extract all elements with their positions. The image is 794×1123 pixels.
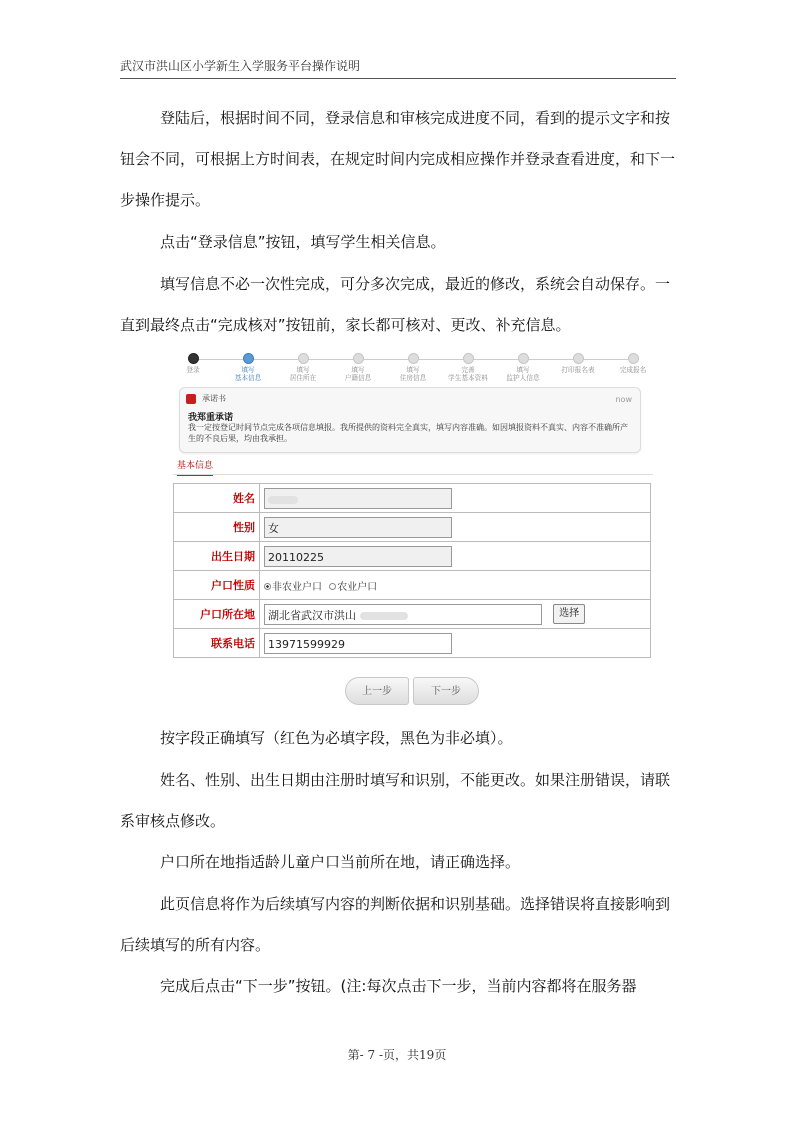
embedded-screenshot (173, 347, 653, 715)
step-sublabel: 居住所在 (289, 374, 317, 382)
page-header: 武汉市洪山区小学新生入学服务平台操作说明 (120, 57, 676, 79)
paragraph: 按字段正确填写（红色为必填字段，黑色为非必填）。 (160, 729, 513, 747)
notice-heading: 我郑重承诺 (188, 413, 234, 423)
hukou-place-value: 湖北省武汉市洪山 (268, 608, 356, 622)
redacted-mark (268, 496, 298, 504)
notice-body: 我一定按登记时间节点完成各项信息填报。我所提供的资料完全真实，填写内容准确。如因填报资料不真实、内容不准确所产生的不良后果，均由我承担。 (188, 423, 628, 443)
birth-label: 出生日期 (174, 542, 260, 571)
select-button[interactable]: 选择 (553, 604, 585, 624)
step-label: 填写 (406, 366, 420, 374)
gender-field: 女 (264, 517, 452, 538)
name-field (264, 488, 452, 509)
step-label: 完成报名 (619, 366, 647, 374)
pledge-notice (179, 387, 641, 453)
next-step-button[interactable]: 下一步 (413, 677, 479, 705)
prev-step-button[interactable]: 上一步 (345, 677, 409, 705)
notice-title: 承诺书 (202, 394, 226, 403)
step-dot-icon (573, 353, 584, 364)
radio-nonagri[interactable] (264, 583, 271, 590)
paragraph: 姓名、性别、出生日期由注册时填写和识别，不能更改。如果注册错误，请联系审核点修改。 (120, 771, 671, 830)
step-dot-icon (628, 353, 639, 364)
step-sublabel: 住房信息 (399, 374, 427, 382)
step-label: 完善 (461, 366, 475, 374)
progress-step (330, 353, 386, 382)
step-label: 登录 (186, 366, 200, 374)
progress-step (165, 353, 221, 374)
paragraph: 完成后点击“下一步”按钮。(注:每次点击下一步，当前内容都将在服务器 (160, 977, 637, 995)
radio-nonagri-label: 非农业户口 (272, 581, 322, 593)
paragraph: 登陆后，根据时间不同，登录信息和审核完成进度不同，看到的提示文字和按钮会不同，可根据上方时间表，在规定时间内完成相应操作并登录查看进度，和下一步操作提示。 (120, 109, 676, 209)
birth-field: 20110225 (264, 546, 452, 567)
notice-icon (186, 394, 196, 404)
hukou-place-label: 户口所在地 (174, 600, 260, 629)
step-dot-icon (353, 353, 364, 364)
step-label: 填写 (241, 366, 255, 374)
step-dot-icon (463, 353, 474, 364)
radio-agri[interactable] (329, 583, 336, 590)
step-sublabel: 户籍信息 (344, 374, 372, 382)
step-label: 打印报名表 (561, 366, 595, 374)
paragraph: 点击“登录信息”按钮，填写学生相关信息。 (160, 233, 446, 251)
redacted-mark (360, 612, 408, 620)
step-dot-icon (408, 353, 419, 364)
hukou-type-label: 户口性质 (174, 571, 260, 600)
paragraph: 此页信息将作为后续填写内容的判断依据和识别基础。选择错误将直接影响到后续填写的所有内容。 (120, 895, 671, 954)
step-label: 填写 (516, 366, 530, 374)
step-dot-icon (243, 353, 254, 364)
step-label: 填写 (296, 366, 310, 374)
step-sublabel: 监护人信息 (506, 374, 540, 382)
step-dot-icon (298, 353, 309, 364)
gender-label: 性别 (174, 513, 260, 542)
progress-step (495, 353, 551, 382)
progress-step (275, 353, 331, 382)
progress-step (440, 353, 496, 382)
radio-agri-label: 农业户口 (337, 581, 378, 593)
name-label: 姓名 (174, 484, 260, 513)
phone-label: 联系电话 (174, 629, 260, 658)
notice-time: now (615, 395, 632, 404)
phone-field[interactable]: 13971599929 (264, 633, 452, 654)
step-dot-icon (188, 353, 199, 364)
hukou-place-field (264, 604, 542, 625)
step-sublabel: 基本信息 (234, 374, 262, 382)
tab-basic-info[interactable]: 基本信息 (177, 458, 213, 476)
page-footer: 第- 7 -页，共19页 (347, 1048, 447, 1062)
step-label: 填写 (351, 366, 365, 374)
progress-step (385, 353, 441, 382)
progress-step (605, 353, 661, 374)
step-dot-icon (518, 353, 529, 364)
paragraph: 填写信息不必一次性完成，可分多次完成，最近的修改，系统会自动保存。一直到最终点击“完成核对”按钮前，家长都可核对、更改、补充信息。 (120, 275, 671, 334)
basic-info-form (173, 483, 651, 658)
progress-step (550, 353, 606, 374)
progress-steps (173, 347, 653, 383)
step-sublabel: 学生基本资料 (448, 374, 488, 382)
progress-step (220, 353, 276, 382)
paragraph: 户口所在地指适龄儿童户口当前所在地，请正确选择。 (160, 853, 521, 871)
